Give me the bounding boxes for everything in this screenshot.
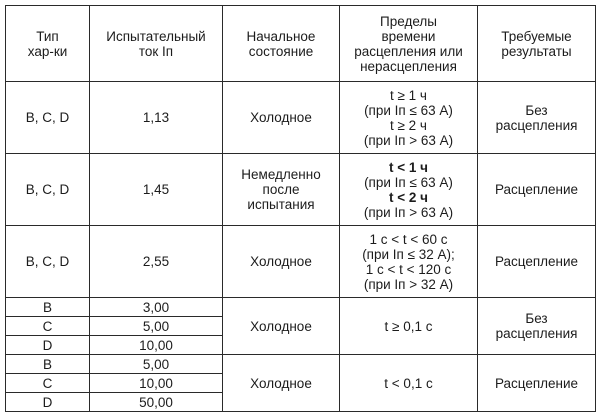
result-cell: Без расцепления (478, 298, 596, 355)
result-cell: Без расцепления (478, 82, 596, 154)
state-cell: Холодное (223, 298, 340, 355)
tripping-characteristics-table (5, 5, 596, 412)
current-cell: 5,00 (90, 355, 223, 374)
type-cell: D (6, 336, 90, 355)
time-cell: t < 1 ч (при Iп ≤ 63 А) t < 2 ч (при Iп > 63 А) (340, 154, 478, 226)
time-cell: t < 0,1 с (340, 355, 478, 412)
current-cell: 10,00 (90, 374, 223, 393)
header-type: Тип хар-ки (6, 6, 90, 82)
header-result: Требуемые результаты (478, 6, 596, 82)
type-cell: D (6, 393, 90, 412)
result-cell: Расцепление (478, 226, 596, 298)
current-cell: 1,45 (90, 154, 223, 226)
header-time: Пределы времени расцепления или нерасцепления (340, 6, 478, 82)
state-cell: Холодное (223, 226, 340, 298)
type-cell: B, C, D (6, 226, 90, 298)
header-row (6, 6, 596, 82)
header-current: Испытательный ток Iп (90, 6, 223, 82)
state-cell: Холодное (223, 82, 340, 154)
time-cell: t ≥ 1 ч (при Iп ≤ 63 А) t ≥ 2 ч (при Iп > 63 А) (340, 82, 478, 154)
time-cell: t ≥ 0,1 с (340, 298, 478, 355)
current-cell: 50,00 (90, 393, 223, 412)
table-row (6, 154, 596, 226)
type-cell: B, C, D (6, 154, 90, 226)
current-cell: 3,00 (90, 298, 223, 317)
result-cell: Расцепление (478, 355, 596, 412)
type-cell: B (6, 298, 90, 317)
current-cell: 2,55 (90, 226, 223, 298)
type-cell: C (6, 317, 90, 336)
type-cell: B (6, 355, 90, 374)
table-row (6, 82, 596, 154)
table-row (6, 226, 596, 298)
type-cell: B, C, D (6, 82, 90, 154)
type-cell: C (6, 374, 90, 393)
state-cell: Немедленно после испытания (223, 154, 340, 226)
result-cell: Расцепление (478, 154, 596, 226)
current-cell: 1,13 (90, 82, 223, 154)
state-cell: Холодное (223, 355, 340, 412)
time-cell: 1 с < t < 60 с (при Iп ≤ 32 А); 1 с < t < 120 с (при Iп > 32 А) (340, 226, 478, 298)
table-row (6, 355, 596, 374)
table-row (6, 298, 596, 317)
header-state: Начальное состояние (223, 6, 340, 82)
current-cell: 5,00 (90, 317, 223, 336)
current-cell: 10,00 (90, 336, 223, 355)
